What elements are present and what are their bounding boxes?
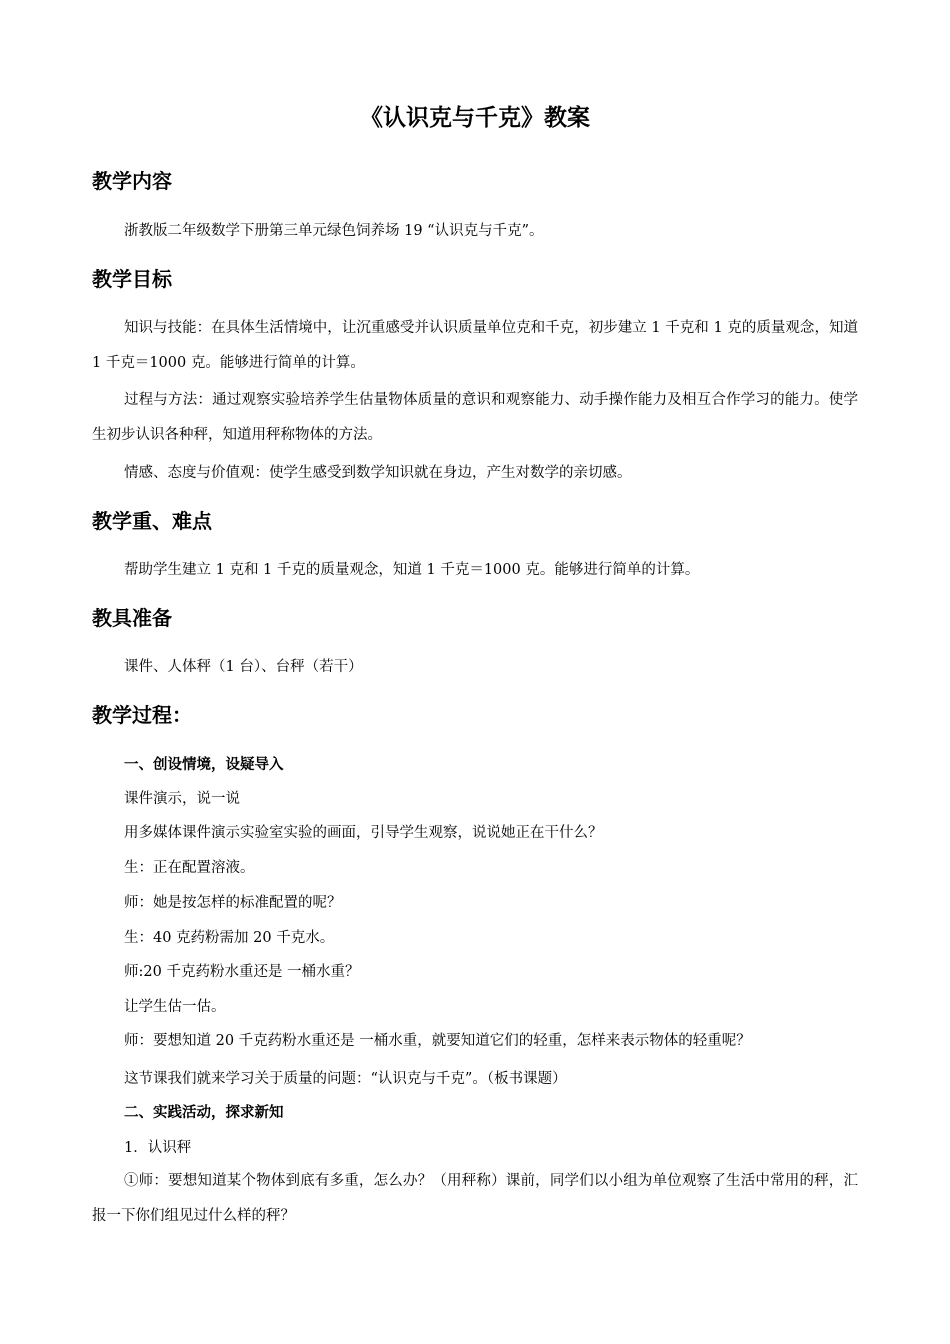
document-title: 《认识克与千克》教案	[360, 105, 590, 131]
part1-line: 师：要想知道 20 千克药粉水重还是 一桶水重，就要知道它们的轻重，怎样来表示物体的轻重呢？	[124, 1033, 751, 1049]
heading-key-points: 教学重、难点	[92, 509, 212, 533]
part1-line: 课件演示，说一说	[124, 791, 240, 807]
part1-line: 让学生估一估。	[124, 999, 226, 1015]
goal-emotion-text: 情感、态度与价值观：使学生感受到数学知识就在身边，产生对数学的亲切感。	[124, 465, 632, 481]
goal-knowledge-text: 知识与技能：在具体生活情境中，让沉重感受并认识质量单位克和千克，初步建立 1 千克和 1 克的质量观念，知道 1 千克＝1000 克。能够进行简单的计算。	[92, 320, 858, 371]
heading-teaching-goals: 教学目标	[92, 267, 172, 291]
heading-teaching-process: 教学过程：	[92, 703, 192, 727]
part1-title: 一、创设情境，设疑导入	[124, 757, 284, 773]
part1-line: 这节课我们就来学习关于质量的问题：“认识克与千克”。（板书课题）	[124, 1071, 567, 1087]
part1-line: 用多媒体课件演示实验室实验的画面，引导学生观察，说说她正在干什么？	[124, 825, 603, 841]
part1-line: 生：正在配置溶液。	[124, 860, 255, 876]
part2-item1-heading: 1．认识秤	[124, 1140, 192, 1156]
heading-materials: 教具准备	[92, 606, 172, 630]
part1-line: 师:20 千克药粉水重还是 一桶水重？	[124, 964, 360, 980]
part1-line: 师：她是按怎样的标准配置的呢？	[124, 895, 342, 911]
part2-item1-text: ①师：要想知道某个物体到底有多重，怎么办？（用秤称）课前，同学们以小组为单位观察了生活中常用的秤，汇报一下你们组见过什么样的秤？	[92, 1173, 858, 1224]
key-points-text: 帮助学生建立 1 克和 1 千克的质量观念，知道 1 千克＝1000 克。能够进行简单的计算。	[124, 562, 700, 578]
goal-process-text: 过程与方法：通过观察实验培养学生估量物体质量的意识和观察能力、动手操作能力及相互合作学习的能力。使学生初步认识各种秤，知道用秤称物体的方法。	[92, 392, 858, 443]
materials-text: 课件、人体秤（1 台）、台秤（若干）	[124, 659, 363, 675]
heading-teaching-content: 教学内容	[92, 169, 172, 193]
part1-line: 生：40 克药粉需加 20 千克水。	[124, 930, 335, 946]
teaching-content-text: 浙教版二年级数学下册第三单元绿色饲养场 19 “认识克与千克”。	[124, 223, 544, 239]
part2-title: 二、实践活动，探求新知	[124, 1105, 284, 1121]
